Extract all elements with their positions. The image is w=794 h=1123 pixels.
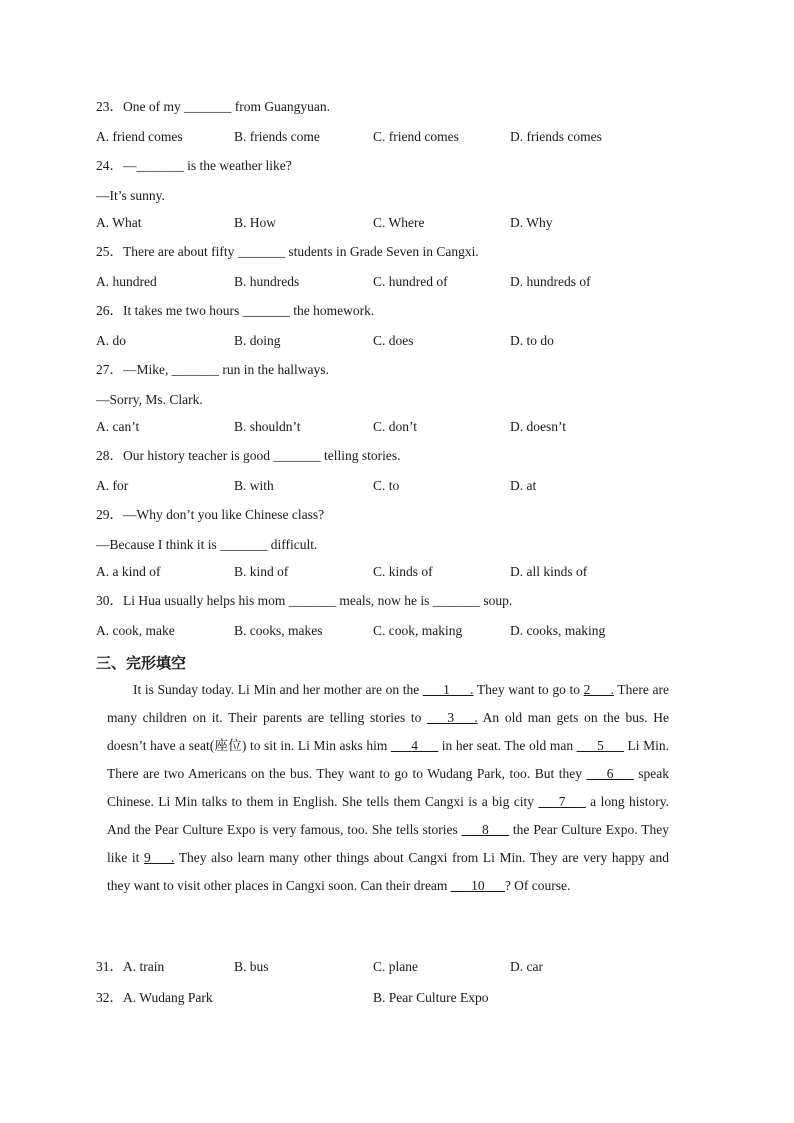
blank-9: 9___. (144, 850, 175, 865)
option-d: D. cooks, making (510, 623, 606, 638)
option-c: C. cook, making (373, 623, 463, 638)
question-32 (96, 989, 696, 1007)
option-b: B. bus (234, 959, 269, 974)
passage-text: They want to go to (473, 682, 584, 697)
question-26-options (96, 332, 696, 350)
option-c: C. to (373, 478, 400, 493)
option-a: A. can’t (96, 419, 140, 434)
question-29-options (96, 563, 696, 581)
option-b: B. Pear Culture Expo (373, 990, 489, 1005)
option-c: C. friend comes (373, 129, 459, 144)
option-d: D. doesn’t (510, 419, 566, 434)
question-24-stem: 24．—_______ is the weather like? (96, 158, 292, 173)
option-c: C. hundred of (373, 274, 448, 289)
question-29-response: —Because I think it is _______ difficult. (96, 537, 318, 552)
blank-2: 2___. (583, 682, 614, 697)
blank-6: ___6___ (586, 766, 634, 781)
cloze-passage (107, 676, 669, 900)
question-29-stem: 29．—Why don’t you like Chinese class? (96, 507, 325, 522)
question-26-stem: 26．It takes me two hours _______ the homework. (96, 303, 375, 318)
option-d: D. friends comes (510, 129, 602, 144)
option-d: D. all kinds of (510, 564, 588, 579)
question-31-stem: 31．A. train (96, 959, 165, 974)
option-b: B. with (234, 478, 274, 493)
question-24-options (96, 214, 696, 232)
passage-text: An old man gets on the bus. He doesn’t have a seat(座位) to sit in. Li Min asks him (107, 710, 670, 753)
option-a: A. do (96, 333, 126, 348)
option-b: B. How (234, 215, 277, 230)
option-d: D. at (510, 478, 537, 493)
passage-text: a long history. And the Pear Culture Expo is very famous, too. She tells stories (107, 794, 669, 837)
blank-5: ___5___ (576, 738, 624, 753)
question-25-options (96, 273, 696, 291)
option-d: D. Why (510, 215, 553, 230)
question-27-options (96, 418, 696, 436)
section-title: 三、完形填空 (96, 654, 187, 672)
passage-text: They also learn many other things about Cangxi from Li Min. They are very happy and they want to visit other places in Cangxi soon. Can their dream (107, 850, 669, 893)
blank-10: ___10___ (450, 878, 505, 893)
question-31 (96, 958, 696, 976)
blank-7: ___7___ (538, 794, 586, 809)
option-c: C. plane (373, 959, 418, 974)
question-23-stem: 23．One of my _______ from Guangyuan. (96, 99, 330, 114)
question-30-stem: 30．Li Hua usually helps his mom _______ meals, now he is _______ soup. (96, 593, 513, 608)
option-b: B. kind of (234, 564, 289, 579)
question-30-options (96, 622, 696, 640)
passage-text: in her seat. The old man (438, 738, 577, 753)
option-c: C. does (373, 333, 414, 348)
option-d: D. hundreds of (510, 274, 591, 289)
blank-4: ___4___ (390, 738, 439, 753)
question-27-response: —Sorry, Ms. Clark. (96, 392, 203, 407)
passage-text: It is Sunday today. Li Min and her mother are on the (133, 682, 423, 697)
option-b: B. friends come (234, 129, 320, 144)
passage-text: the Pear Culture Expo. They like it (107, 822, 670, 865)
passage-text: speak Chinese. Li Min talks to them in English. She tells them Cangxi is a big city (107, 766, 669, 809)
option-d: D. car (510, 959, 543, 974)
passage-text: ? Of course. (504, 878, 571, 893)
passage-text: Li Min. There are two Americans on the bus. They want to go to Wudang Park, too. But they (107, 738, 669, 781)
option-a: A. a kind of (96, 564, 161, 579)
question-28-stem: 28．Our history teacher is good _______ telling stories. (96, 448, 401, 463)
option-b: B. cooks, makes (234, 623, 323, 638)
option-c: C. Where (373, 215, 425, 230)
blank-3: ___3___. (427, 710, 478, 725)
option-d: D. to do (510, 333, 554, 348)
option-b: B. doing (234, 333, 281, 348)
option-c: C. kinds of (373, 564, 433, 579)
option-a: A. for (96, 478, 129, 493)
option-a: A. friend comes (96, 129, 183, 144)
blank-8: ___8___ (461, 822, 509, 837)
option-b: B. hundreds (234, 274, 300, 289)
option-b: B. shouldn’t (234, 419, 301, 434)
question-24-response: —It’s sunny. (96, 188, 165, 203)
option-a: A. What (96, 215, 142, 230)
option-a: A. hundred (96, 274, 157, 289)
question-23-options (96, 128, 696, 146)
question-25-stem: 25．There are about fifty _______ students in Grade Seven in Cangxi. (96, 244, 479, 259)
blank-1: ___1___. (422, 682, 474, 697)
question-28-options (96, 477, 696, 495)
question-32-stem: 32．A. Wudang Park (96, 990, 213, 1005)
option-c: C. don’t (373, 419, 418, 434)
passage-text: There are many children on it. Their parents are telling stories to (107, 682, 669, 725)
question-27-stem: 27．—Mike, _______ run in the hallways. (96, 362, 329, 377)
option-a: A. cook, make (96, 623, 175, 638)
